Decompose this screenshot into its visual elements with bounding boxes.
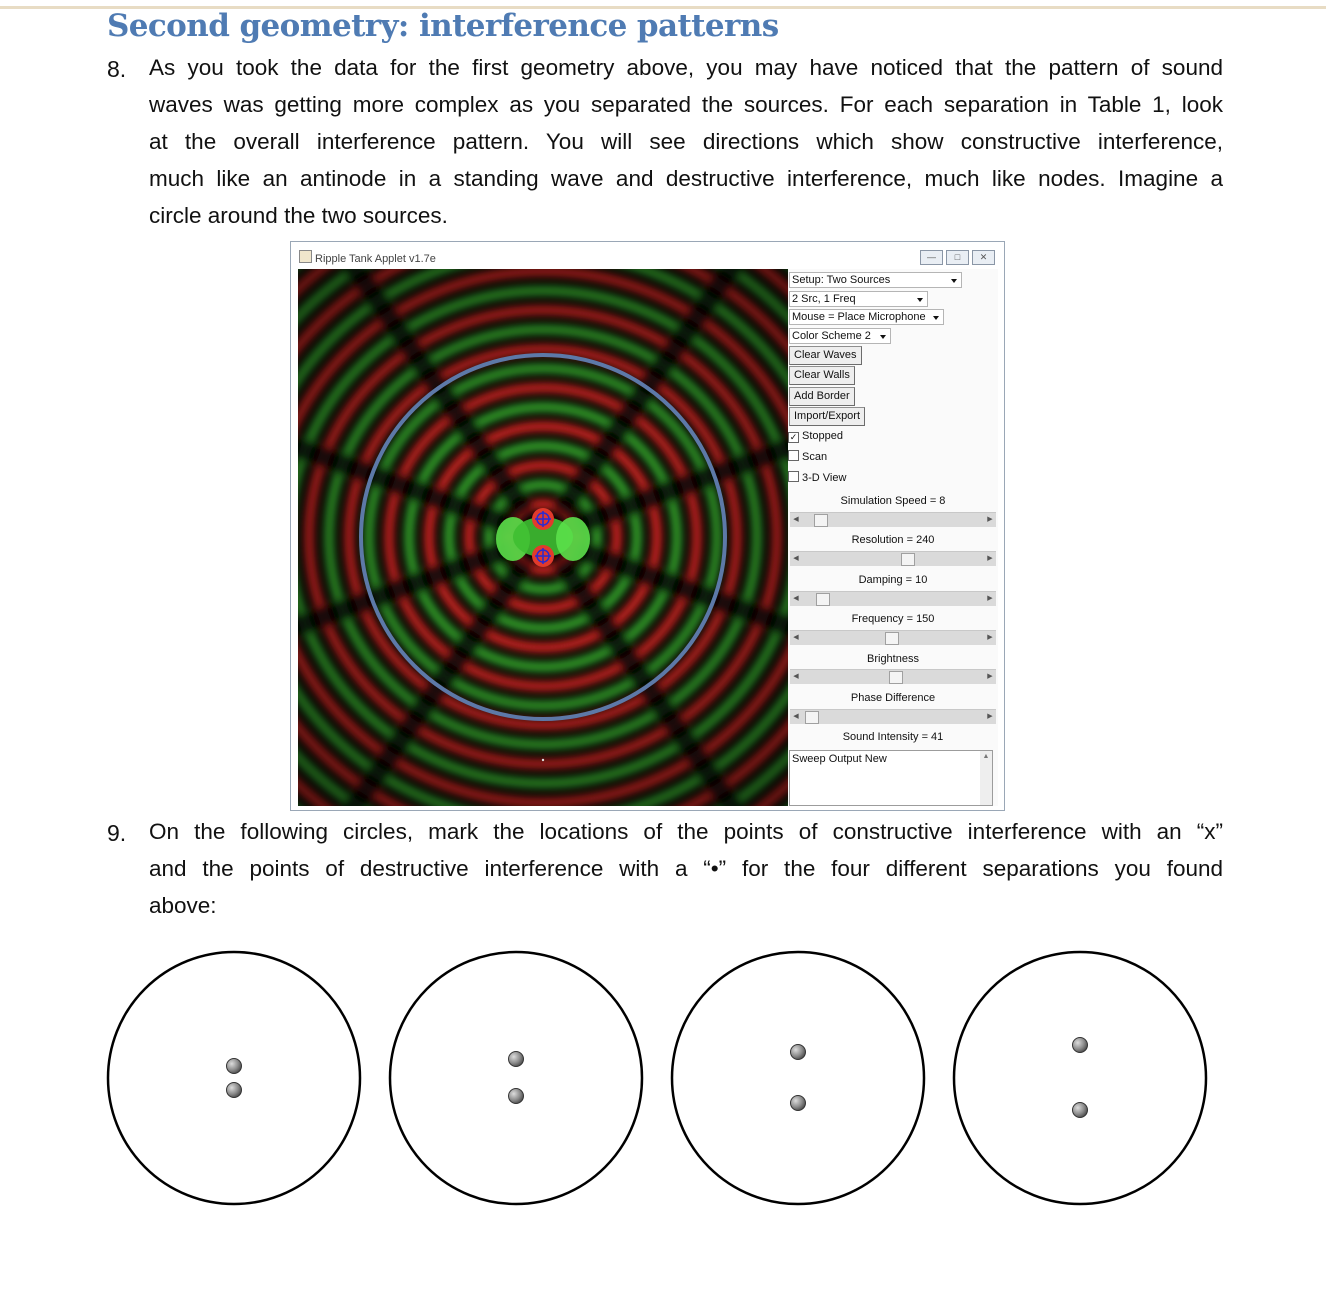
item-9-line: above: bbox=[149, 893, 217, 918]
source-marker bbox=[227, 1083, 242, 1098]
scan-checkbox[interactable] bbox=[788, 450, 827, 463]
answer-circles bbox=[0, 940, 1326, 1220]
checkbox-label: 3-D View bbox=[802, 472, 847, 484]
item-8-line: waves was getting more complex as you separated the sources. For each separation in Table 1, look bbox=[149, 92, 1223, 117]
arrow-left-icon[interactable]: ◀ bbox=[793, 516, 799, 523]
item-8-text bbox=[149, 53, 1223, 238]
arrow-left-icon[interactable]: ◀ bbox=[793, 634, 799, 641]
answer-circle[interactable] bbox=[954, 952, 1206, 1204]
source-mode-dropdown[interactable] bbox=[789, 291, 928, 307]
scrollbar[interactable]: ▲ bbox=[980, 751, 992, 805]
arrow-left-icon[interactable]: ◀ bbox=[793, 713, 799, 720]
source-marker bbox=[1073, 1038, 1088, 1053]
maximize-icon[interactable]: □ bbox=[946, 250, 969, 265]
item-9-line: On the following circles, mark the locations of the points of constructive interference with an “x” bbox=[149, 819, 1223, 844]
checkbox-box bbox=[788, 450, 799, 461]
arrow-right-icon[interactable]: ▶ bbox=[987, 516, 993, 523]
arrow-right-icon[interactable]: ▶ bbox=[987, 634, 993, 641]
source-marker bbox=[791, 1096, 806, 1111]
output-text: Sweep Output New bbox=[792, 753, 887, 765]
color-scheme-dropdown[interactable] bbox=[789, 328, 891, 344]
section-heading: Second geometry: interference patterns bbox=[107, 8, 779, 44]
chevron-down-icon bbox=[933, 316, 939, 320]
source-marker bbox=[509, 1089, 524, 1104]
answer-circle[interactable] bbox=[108, 952, 360, 1204]
answer-circle[interactable] bbox=[390, 952, 642, 1204]
item-9-number: 9. bbox=[107, 820, 127, 846]
checkbox-label: Scan bbox=[802, 451, 828, 463]
window-title bbox=[299, 250, 436, 265]
java-app-icon bbox=[299, 250, 312, 263]
window-title-text: Ripple Tank Applet v1.7e bbox=[315, 253, 436, 265]
source-marker bbox=[1073, 1103, 1088, 1118]
arrow-right-icon[interactable]: ▶ bbox=[987, 595, 993, 602]
source-marker bbox=[509, 1052, 524, 1067]
color-scheme-value: Color Scheme 2 bbox=[792, 330, 871, 342]
setup-dropdown[interactable] bbox=[789, 272, 962, 288]
source-marker bbox=[791, 1045, 806, 1060]
answer-circle[interactable] bbox=[672, 952, 924, 1204]
sound-intensity-label: Sound Intensity = 41 bbox=[842, 731, 944, 743]
item-8-number: 8. bbox=[107, 56, 127, 82]
add-border-button[interactable]: Add Border bbox=[789, 387, 855, 406]
item-8-line: at the overall interference pattern. You will see directions which show constructive interference, bbox=[149, 129, 1223, 154]
import-export-button[interactable]: Import/Export bbox=[789, 407, 865, 426]
simulation-speed-slider[interactable] bbox=[790, 512, 996, 527]
item-8-line: much like an antinode in a standing wave and destructive interference, much like nodes. Imagine a bbox=[149, 166, 1223, 191]
simulation-speed-label: Simulation Speed = 8 bbox=[840, 495, 946, 507]
item-9-text bbox=[149, 817, 1223, 928]
item-8-line: circle around the two sources. bbox=[149, 203, 448, 228]
stopped-checkbox[interactable] bbox=[788, 430, 843, 443]
chevron-down-icon bbox=[951, 279, 957, 283]
item-8-line: As you took the data for the first geometry above, you may have noticed that the pattern of sound bbox=[149, 55, 1223, 80]
mouse-mode-value: Mouse = Place Microphone bbox=[792, 311, 926, 323]
window-controls bbox=[920, 250, 995, 265]
clear-walls-button[interactable]: Clear Walls bbox=[789, 366, 855, 385]
arrow-right-icon[interactable]: ▶ bbox=[987, 555, 993, 562]
control-panel bbox=[788, 269, 998, 806]
clear-waves-button[interactable]: Clear Waves bbox=[789, 346, 862, 365]
source-marker bbox=[227, 1059, 242, 1074]
source-mode-value: 2 Src, 1 Freq bbox=[792, 293, 856, 305]
phase-difference-label: Phase Difference bbox=[850, 692, 936, 704]
brightness-label: Brightness bbox=[867, 653, 919, 665]
central-antinode bbox=[556, 517, 590, 561]
minimize-icon[interactable]: — bbox=[920, 250, 943, 265]
damping-label: Damping = 10 bbox=[858, 574, 928, 586]
chevron-down-icon bbox=[917, 298, 923, 302]
slider-thumb[interactable] bbox=[805, 711, 819, 724]
checkbox-label: Stopped bbox=[802, 430, 843, 442]
ripple-simulation-canvas[interactable] bbox=[298, 269, 788, 806]
ripple-tank-window bbox=[290, 241, 1005, 811]
brightness-slider[interactable] bbox=[790, 669, 996, 684]
arrow-right-icon[interactable]: ▶ bbox=[987, 673, 993, 680]
slider-thumb[interactable] bbox=[814, 514, 828, 527]
frequency-slider[interactable] bbox=[790, 630, 996, 645]
sweep-output-textarea[interactable] bbox=[789, 750, 993, 806]
microphone-point bbox=[542, 759, 544, 761]
arrow-left-icon[interactable]: ◀ bbox=[793, 595, 799, 602]
arrow-left-icon[interactable]: ◀ bbox=[793, 673, 799, 680]
3d-view-checkbox[interactable] bbox=[788, 471, 846, 484]
damping-slider[interactable] bbox=[790, 591, 996, 606]
setup-dropdown-value: Setup: Two Sources bbox=[792, 274, 891, 286]
resolution-label: Resolution = 240 bbox=[851, 534, 935, 546]
item-9-line: and the points of destructive interference with a “•” for the four different separations you found bbox=[149, 856, 1223, 881]
slider-thumb[interactable] bbox=[816, 593, 830, 606]
slider-thumb[interactable] bbox=[901, 553, 915, 566]
checkbox-box bbox=[788, 471, 799, 482]
chevron-down-icon bbox=[880, 335, 886, 339]
arrow-right-icon[interactable]: ▶ bbox=[987, 713, 993, 720]
slider-thumb[interactable] bbox=[889, 671, 903, 684]
mouse-mode-dropdown[interactable] bbox=[789, 309, 944, 325]
resolution-slider[interactable] bbox=[790, 551, 996, 566]
checkmark-icon: ✓ bbox=[789, 432, 798, 442]
close-icon[interactable]: ✕ bbox=[972, 250, 995, 265]
frequency-label: Frequency = 150 bbox=[851, 613, 935, 625]
slider-thumb[interactable] bbox=[885, 632, 899, 645]
phase-difference-slider[interactable] bbox=[790, 709, 996, 724]
arrow-left-icon[interactable]: ◀ bbox=[793, 555, 799, 562]
